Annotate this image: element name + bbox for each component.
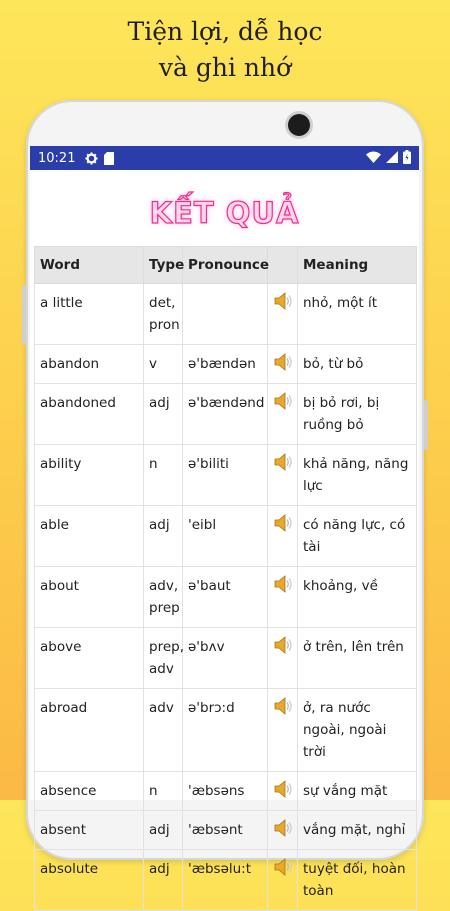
cell-meaning: bị bỏ rơi, bị ruồng bỏ [298, 384, 417, 445]
settings-gear-icon [85, 152, 98, 165]
cell-word: able [35, 506, 144, 567]
cell-pronounce: 'æbsənt [183, 811, 268, 850]
cell-meaning: nhỏ, một ít [298, 284, 417, 345]
speaker-icon [272, 856, 294, 878]
cell-meaning: khoảng, về [298, 567, 417, 628]
cell-type: n [144, 445, 183, 506]
header-audio [268, 247, 298, 284]
table-row [35, 689, 417, 772]
cell-meaning: khả năng, năng lực [298, 445, 417, 506]
cell-meaning: ở, ra nước ngoài, ngoài trời [298, 689, 417, 772]
cell-word: absolute [35, 850, 144, 911]
cell-meaning: bỏ, từ bỏ [298, 345, 417, 384]
cell-meaning: ở trên, lên trên [298, 628, 417, 689]
cell-pronounce: ə'brɔ:d [183, 689, 268, 772]
table-row [35, 345, 417, 384]
header-pronounce: Pronounce [183, 247, 268, 284]
cell-word: abandon [35, 345, 144, 384]
volume-button [22, 285, 26, 345]
cell-word: a little [35, 284, 144, 345]
cell-word: absence [35, 772, 144, 811]
cell-word: abandoned [35, 384, 144, 445]
front-camera [288, 114, 310, 136]
cell-word: abroad [35, 689, 144, 772]
speaker-icon [272, 290, 294, 312]
cell-type: adj [144, 811, 183, 850]
speaker-icon [272, 695, 294, 717]
table-body [35, 284, 417, 911]
speaker-icon [272, 634, 294, 656]
cell-word: above [35, 628, 144, 689]
table-row [35, 772, 417, 811]
table-row [35, 506, 417, 567]
cell-type: prep, adv [144, 628, 183, 689]
speaker-icon [272, 778, 294, 800]
cell-type: adv, prep [144, 567, 183, 628]
play-pronunciation-button[interactable] [268, 689, 298, 772]
speaker-icon [272, 817, 294, 839]
header-meaning: Meaning [298, 247, 417, 284]
cell-word: about [35, 567, 144, 628]
table-header-row [35, 247, 417, 284]
play-pronunciation-button[interactable] [268, 506, 298, 567]
cell-pronounce: ə'baut [183, 567, 268, 628]
battery-icon [403, 150, 411, 168]
promo-caption [0, 14, 450, 86]
promo-line-2: và ghi nhớ [158, 53, 292, 82]
play-pronunciation-button[interactable] [268, 567, 298, 628]
cell-pronounce: 'eibl [183, 506, 268, 567]
play-pronunciation-button[interactable] [268, 384, 298, 445]
play-pronunciation-button[interactable] [268, 850, 298, 911]
cell-meaning: có năng lực, có tài [298, 506, 417, 567]
play-pronunciation-button[interactable] [268, 445, 298, 506]
table-row [35, 850, 417, 911]
cell-type: adj [144, 506, 183, 567]
wifi-icon [366, 151, 381, 167]
table-row [35, 384, 417, 445]
cell-pronounce: 'æbsəlu:t [183, 850, 268, 911]
table-row [35, 284, 417, 345]
table-row [35, 628, 417, 689]
cell-word: ability [35, 445, 144, 506]
header-type: Type [144, 247, 183, 284]
cell-type: v [144, 345, 183, 384]
speaker-icon [272, 512, 294, 534]
speaker-icon [272, 351, 294, 373]
cell-meaning: vắng mặt, nghỉ [298, 811, 417, 850]
table-row [35, 811, 417, 850]
cell-pronounce [183, 284, 268, 345]
cell-pronounce: ə'biliti [183, 445, 268, 506]
status-bar [30, 146, 419, 170]
cell-pronounce: ə'bændən [183, 345, 268, 384]
cell-meaning: sự vắng mặt [298, 772, 417, 811]
signal-icon [386, 151, 398, 167]
vocabulary-table [34, 246, 417, 911]
play-pronunciation-button[interactable] [268, 345, 298, 384]
cell-type: adv [144, 689, 183, 772]
header-word: Word [35, 247, 144, 284]
cell-word: absent [35, 811, 144, 850]
power-button [424, 400, 428, 450]
cell-type: adj [144, 850, 183, 911]
cell-pronounce: ə'bændənd [183, 384, 268, 445]
cell-type: adj [144, 384, 183, 445]
play-pronunciation-button[interactable] [268, 811, 298, 850]
app-screen [30, 146, 419, 899]
play-pronunciation-button[interactable] [268, 284, 298, 345]
speaker-icon [272, 390, 294, 412]
speaker-icon [272, 573, 294, 595]
cell-pronounce: ə'bʌv [183, 628, 268, 689]
sd-card-icon [104, 152, 114, 165]
promo-line-1: Tiện lợi, dễ học [127, 17, 323, 46]
table-row [35, 445, 417, 506]
play-pronunciation-button[interactable] [268, 628, 298, 689]
cell-type: n [144, 772, 183, 811]
play-pronunciation-button[interactable] [268, 772, 298, 811]
speaker-icon [272, 451, 294, 473]
cell-meaning: tuyệt đối, hoàn toàn [298, 850, 417, 911]
cell-pronounce: 'æbsəns [183, 772, 268, 811]
status-time: 10:21 [38, 150, 76, 166]
table-row [35, 567, 417, 628]
result-title: KẾT QUẢ [149, 196, 300, 230]
cell-type: det, pron [144, 284, 183, 345]
